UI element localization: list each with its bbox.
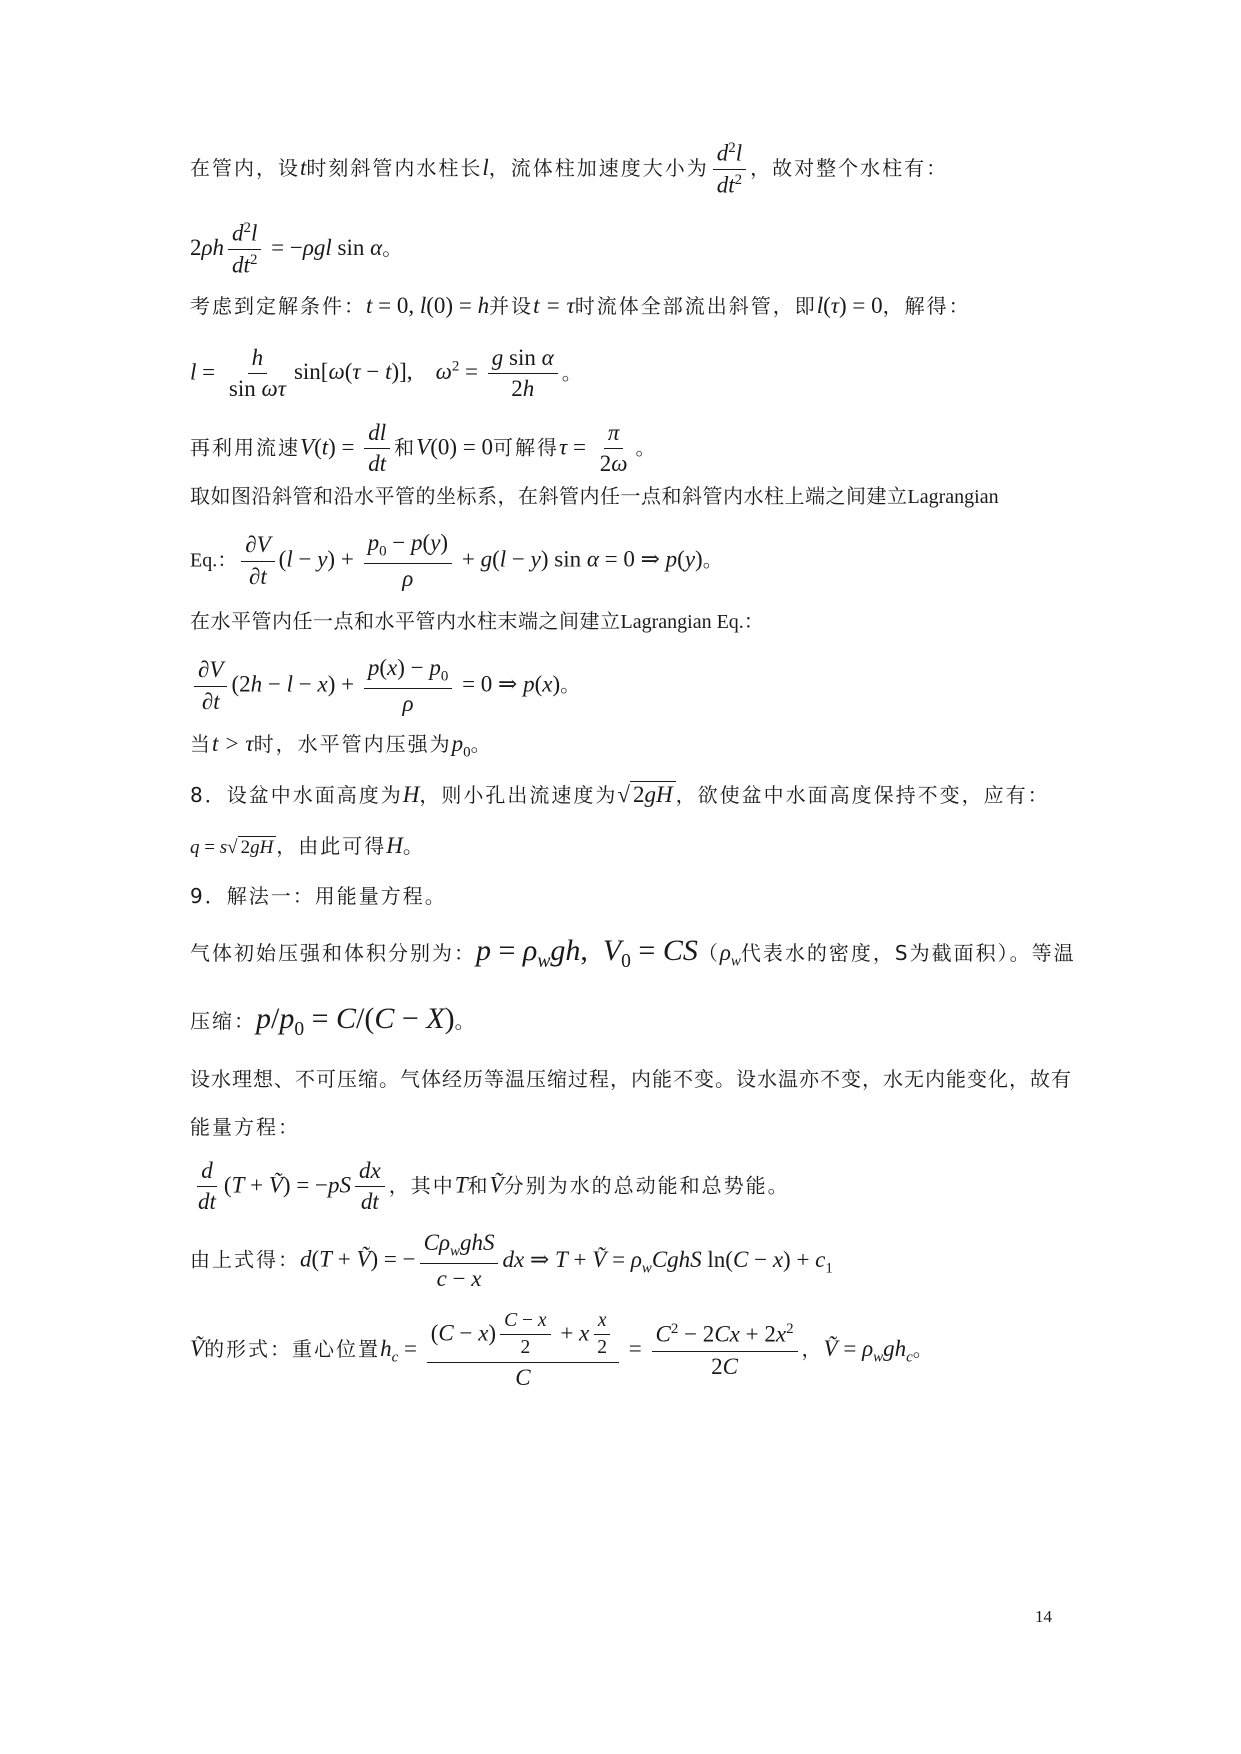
- text: ，: [801, 1337, 824, 1362]
- equation-3: Eq.： $\frac{\partial V}{\partial t}$ (l − y) + $\frac{p_0 - p(y)}{\rho}$ + g(l − y) sin α = 0 ⇒ p(y)。: [190, 530, 725, 591]
- text: 在管内，设: [190, 156, 300, 181]
- text: Eq.：: [190, 549, 238, 572]
- text: 时刻斜管内水柱长: [306, 156, 483, 181]
- text: 气体初始压强和体积分别为：: [190, 941, 476, 965]
- text: 9．解法一：用能量方程。: [190, 884, 447, 908]
- paragraph-line-3: 再利用流速V(t) = $\frac{dl}{dt}$ 和V(0) = 0可解得τ = $\frac{\pi}{2\omega}$ 。: [190, 420, 658, 477]
- text: Lagrangian Eq.：: [620, 611, 764, 633]
- text: ，则小孔出流速度为: [419, 783, 618, 807]
- equation-4: $\frac{\partial V}{\partial t}$ (2h − l − x) + $\frac{p(x) - p_0}{\rho}$ = 0 ⇒ p(x)。: [190, 655, 1054, 717]
- equation-5: $\frac{d}{dt}$ (T + Ṽ) = −pS $\frac{dx}{dt}$ ，其中T和Ṽ分别为水的总动能和总势能。: [198, 1158, 790, 1215]
- text: 取如图沿斜管和沿水平管的坐标系，在斜管内任一点和斜管内水柱上端之间建立: [190, 484, 908, 508]
- text: ，故对整个水柱有：: [750, 156, 949, 181]
- text: 。: [912, 1337, 935, 1362]
- text: 可解得: [493, 435, 560, 460]
- text: 代表水的密度，S为截面积）。等温: [740, 941, 1076, 965]
- paragraph-line-7: 8．设盆中水面高度为H，则小孔出流速度为√ 2gH ，欲使盆中水面高度保持不变，应有：: [190, 782, 1050, 807]
- page-number: 14: [1035, 1607, 1052, 1626]
- section-heading: [190, 882, 1054, 910]
- paragraph-line-6: 当t > τ时，水平管内压强为$p_0$。: [190, 731, 493, 761]
- text: 。: [561, 360, 584, 385]
- paragraph-line-8: q = s√ 2gH ，由此可得H。: [190, 833, 425, 858]
- text: ，解得：: [882, 294, 971, 318]
- text: 。: [470, 732, 493, 756]
- text: ，由此可得: [276, 834, 387, 858]
- text: 和: [394, 435, 417, 460]
- text: ，欲使盆中水面高度保持不变，应有：: [675, 783, 1050, 807]
- equation-2: l = $\frac{h}{\text{sin ωτ}}$ sin[ω(τ − t)], $\omega^2$ = $\frac{\text{g sin α}}{2h}$ 。: [190, 345, 584, 402]
- text: 的形式：重心位置: [204, 1337, 381, 1362]
- paragraph-line-12: [190, 1113, 1054, 1141]
- paragraph-line-9: 气体初始压强和体积分别为：$p = \rho_wgh$, $V_0 = CS(\rho_w$代表水的密度，S为截面积）。等温: [190, 934, 1076, 972]
- text: 分别为水的总动能和总势能。: [503, 1173, 790, 1198]
- text: （: [697, 941, 720, 965]
- text: 考虑到定解条件：: [190, 294, 366, 318]
- formula: $\frac{d^2l}{dt^2}$: [713, 140, 746, 199]
- paragraph-line-1: 在管内，设t时刻斜管内水柱长l，流体柱加速度大小为 $\frac{d^2l}{dt^2}$ ，故对整个水柱有：: [190, 140, 949, 198]
- text: 。: [454, 1009, 477, 1033]
- text: ，其中: [388, 1173, 455, 1198]
- equation-1: 2ρh $\frac{d^2l}{dt^2}$ = −ρgl sin α。: [190, 220, 405, 278]
- text: 并设: [489, 294, 534, 318]
- text: 在水平管内任一点和水平管内水柱末端之间建立: [190, 609, 621, 633]
- equation-7: Ṽ的形式：重心位置$h_c$ = (C − x) $\frac{C - x}{2}$ + x $\frac{x}{2}$ C = $\frac{C^2 - 2Cx + 2x^2}{2C}$ ，Ṽ = $\rho_wgh_c$。: [190, 1310, 935, 1390]
- text: 。: [635, 435, 658, 460]
- equation-6: 由上式得：d(T + Ṽ) = − $\frac{C\rho_wghS}{c - x}$ dx ⇒ T + Ṽ = $\rho_wCghS$ $\ln(C - x) + c_1$: [190, 1230, 833, 1291]
- text: 设水理想、不可压缩。气体经历等温压缩过程，内能不变。设水温亦不变，水无内能变化，故有: [190, 1067, 1072, 1091]
- text: 。: [382, 236, 405, 261]
- text: 时，水平管内压强为: [253, 732, 452, 756]
- text: 8．设盆中水面高度为: [190, 783, 403, 807]
- text: 。: [702, 547, 725, 572]
- text: 。: [402, 834, 425, 858]
- paragraph-line-5: [190, 607, 1054, 636]
- paragraph-line-10: 压缩：$p/p_0 = C/(C - X)$。: [190, 1002, 477, 1040]
- paragraph-line-2: 考虑到定解条件：t = 0, l(0) = h并设t = τ时流体全部流出斜管，即l(τ) = 0，解得：: [190, 293, 971, 318]
- text: 由上式得：: [190, 1247, 300, 1272]
- text: Lagrangian: [907, 486, 999, 508]
- text: 再利用流速: [190, 435, 300, 460]
- text: 能量方程：: [190, 1115, 300, 1139]
- paragraph-line-4: [190, 482, 1054, 511]
- paragraph-line-11: [190, 1065, 1072, 1093]
- text: 。: [560, 672, 583, 697]
- text: 压缩：: [190, 1009, 256, 1033]
- text: ，流体柱加速度大小为: [488, 156, 709, 181]
- text: 时流体全部流出斜管，即: [574, 294, 817, 318]
- text: 和: [467, 1173, 490, 1198]
- text: 当: [190, 732, 212, 756]
